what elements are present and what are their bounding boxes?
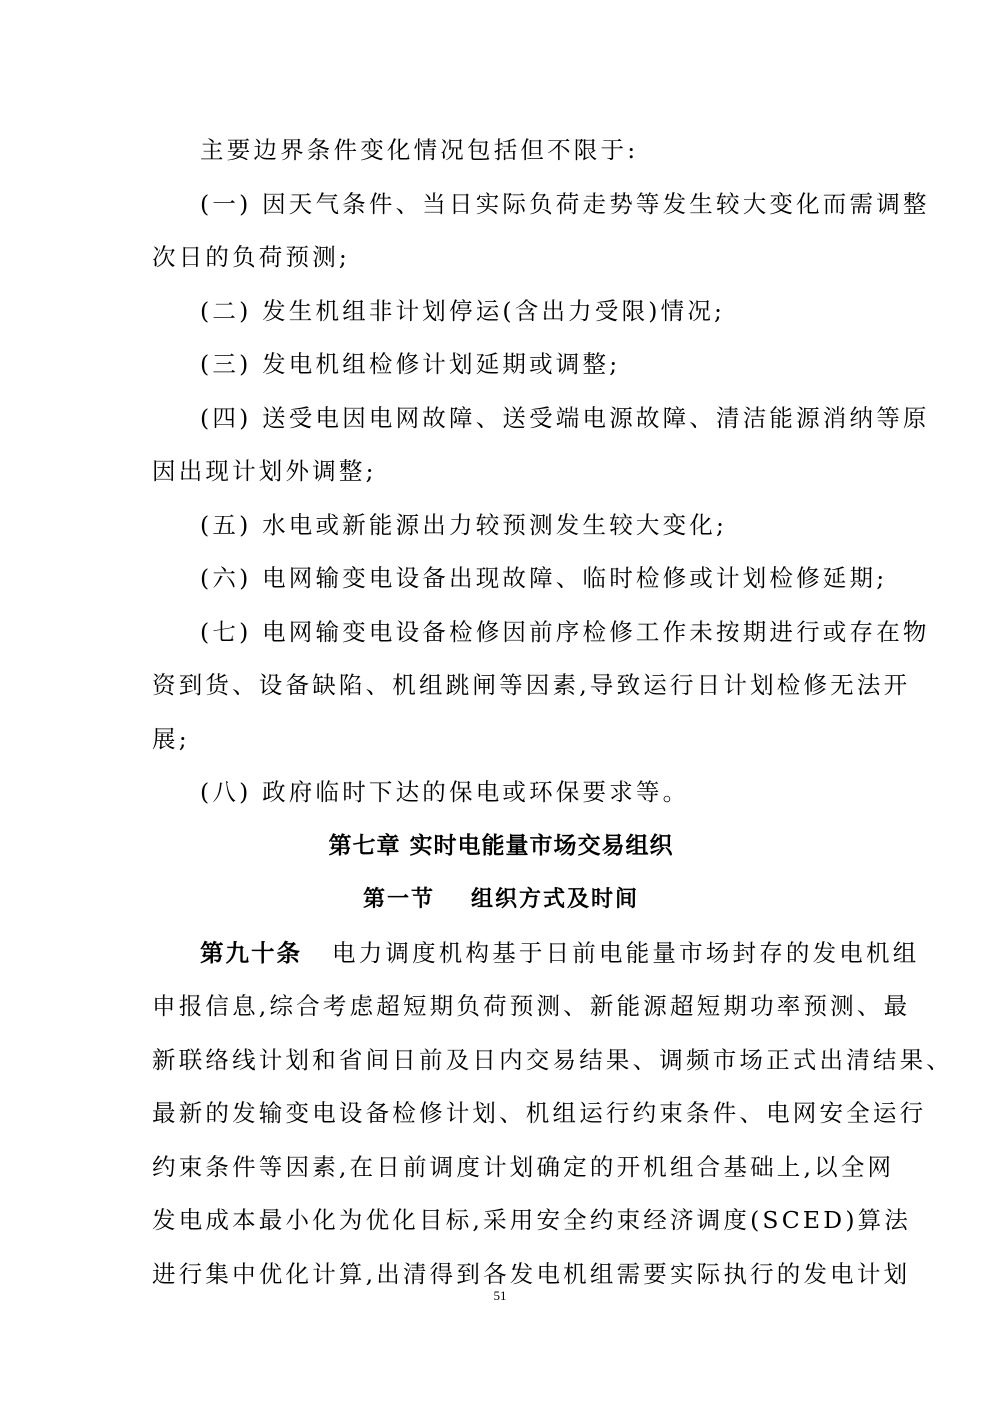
- list-item-2: [152, 285, 850, 339]
- list-item-line: 资到货、设备缺陷、机组跳闸等因素,导致运行日计划检修无法开: [152, 671, 911, 699]
- page-number: 51: [493, 1288, 507, 1303]
- list-item-5: [152, 499, 850, 553]
- article-label: 第九十条: [200, 938, 302, 967]
- list-item-8: [152, 766, 850, 820]
- chapter-title: 第七章 实时电能量市场交易组织: [328, 832, 674, 859]
- list-item-line: (六) 电网输变电设备出现故障、临时检修或计划检修延期;: [200, 564, 888, 592]
- list-item-4: [152, 392, 930, 499]
- list-item-line: 因出现计划外调整;: [152, 457, 377, 485]
- list-item-line: 次日的负荷预测;: [152, 243, 351, 271]
- list-item-line: (八) 政府临时下达的保电或环保要求等。: [200, 778, 690, 806]
- article-line: 发电成本最小化为优化目标,采用安全约束经济调度(SCED)算法: [152, 1206, 912, 1234]
- article-line: 新联络线计划和省间日前及日内交易结果、调频市场正式出清结果、: [152, 1045, 953, 1074]
- section-heading: [152, 873, 850, 927]
- article-line: 约束条件等因素,在日前调度计划确定的开机组合基础上,以全网: [152, 1152, 895, 1181]
- article-line: 申报信息,综合考虑超短期负荷预测、新能源超短期功率预测、最: [152, 992, 911, 1020]
- intro-paragraph: 主要边界条件变化情况包括但不限于:: [200, 136, 639, 164]
- section-number: 第一节: [362, 887, 435, 912]
- section-title: 组织方式及时间: [471, 887, 640, 912]
- list-item-1: [152, 178, 930, 285]
- article-first-line: [152, 927, 920, 981]
- list-item-line: (四) 送受电因电网故障、送受端电源故障、清洁能源消纳等原: [200, 403, 930, 432]
- list-item-line: (三) 发电机组检修计划延期或调整;: [200, 350, 621, 378]
- list-item-line: (七) 电网输变电设备检修因前序检修工作未按期进行或存在物: [200, 617, 930, 646]
- article-line: 电力调度机构基于日前电能量市场封存的发电机组: [332, 938, 920, 967]
- article-line: 最新的发输变电设备检修计划、机组运行约束条件、电网安全运行: [152, 1099, 927, 1127]
- list-item-line: 展;: [152, 724, 190, 753]
- list-item-line: (一) 因天气条件、当日实际负荷走势等发生较大变化而需调整: [200, 189, 930, 218]
- list-item-3: [152, 338, 850, 392]
- list-item-7: [152, 606, 930, 767]
- list-item-line: (二) 发生机组非计划停运(含出力受限)情况;: [200, 296, 726, 325]
- list-item-line: (五) 水电或新能源出力较预测发生较大变化;: [200, 510, 728, 539]
- article-line: 进行集中优化计算,出清得到各发电机组需要实际执行的发电计划: [152, 1259, 911, 1288]
- document-page: [152, 124, 953, 1301]
- article-90: [152, 927, 953, 1302]
- list-item-6: [152, 552, 888, 606]
